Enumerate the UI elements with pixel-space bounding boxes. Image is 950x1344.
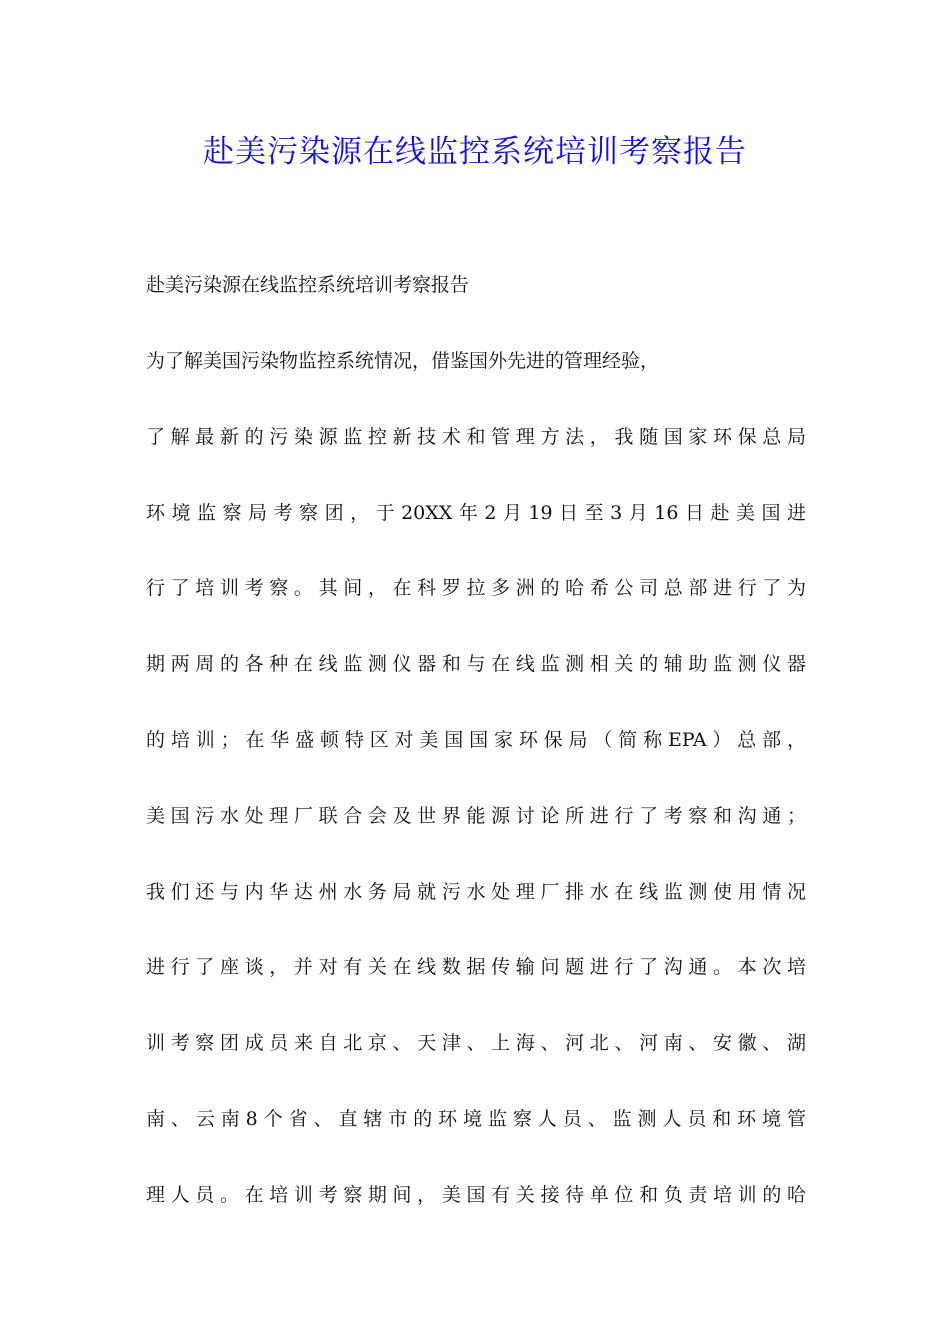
body-line: 南、云南8个省、直辖市的环境监察人员、监测人员和环境管 <box>146 1107 806 1130</box>
body-line: 训考察团成员来自北京、天津、上海、河北、河南、安徽、湖 <box>146 1032 806 1055</box>
body-line: 为了解美国污染物监控系统情况，借鉴国外先进的管理经验， <box>146 350 660 372</box>
body-line: 我们还与内华达州水务局就污水处理厂排水在线监测使用情况 <box>146 880 806 903</box>
body-line: 进行了座谈，并对有关在线数据传输问题进行了沟通。本次培 <box>146 956 806 979</box>
body-line: 美国污水处理厂联合会及世界能源讨论所进行了考察和沟通； <box>146 804 806 827</box>
body-line: 环境监察局考察团，于20XX年2月19日至3月16日赴美国进 <box>146 501 806 524</box>
document-subtitle: 赴美污染源在线监控系统培训考察报告 <box>146 274 470 296</box>
body-line: 行了培训考察。其间，在科罗拉多洲的哈希公司总部进行了为 <box>146 577 806 600</box>
body-line: 期两周的各种在线监测仪器和与在线监测相关的辅助监测仪器 <box>146 653 806 676</box>
body-line: 的培训；在华盛顿特区对美国国家环保局（简称EPA）总部， <box>146 728 806 751</box>
document-title: 赴美污染源在线监控系统培训考察报告 <box>203 134 747 170</box>
body-line: 了解最新的污染源监控新技术和管理方法，我随国家环保总局 <box>146 425 806 448</box>
body-line: 理人员。在培训考察期间，美国有关接待单位和负责培训的哈 <box>146 1183 806 1206</box>
document-body <box>146 342 806 1252</box>
